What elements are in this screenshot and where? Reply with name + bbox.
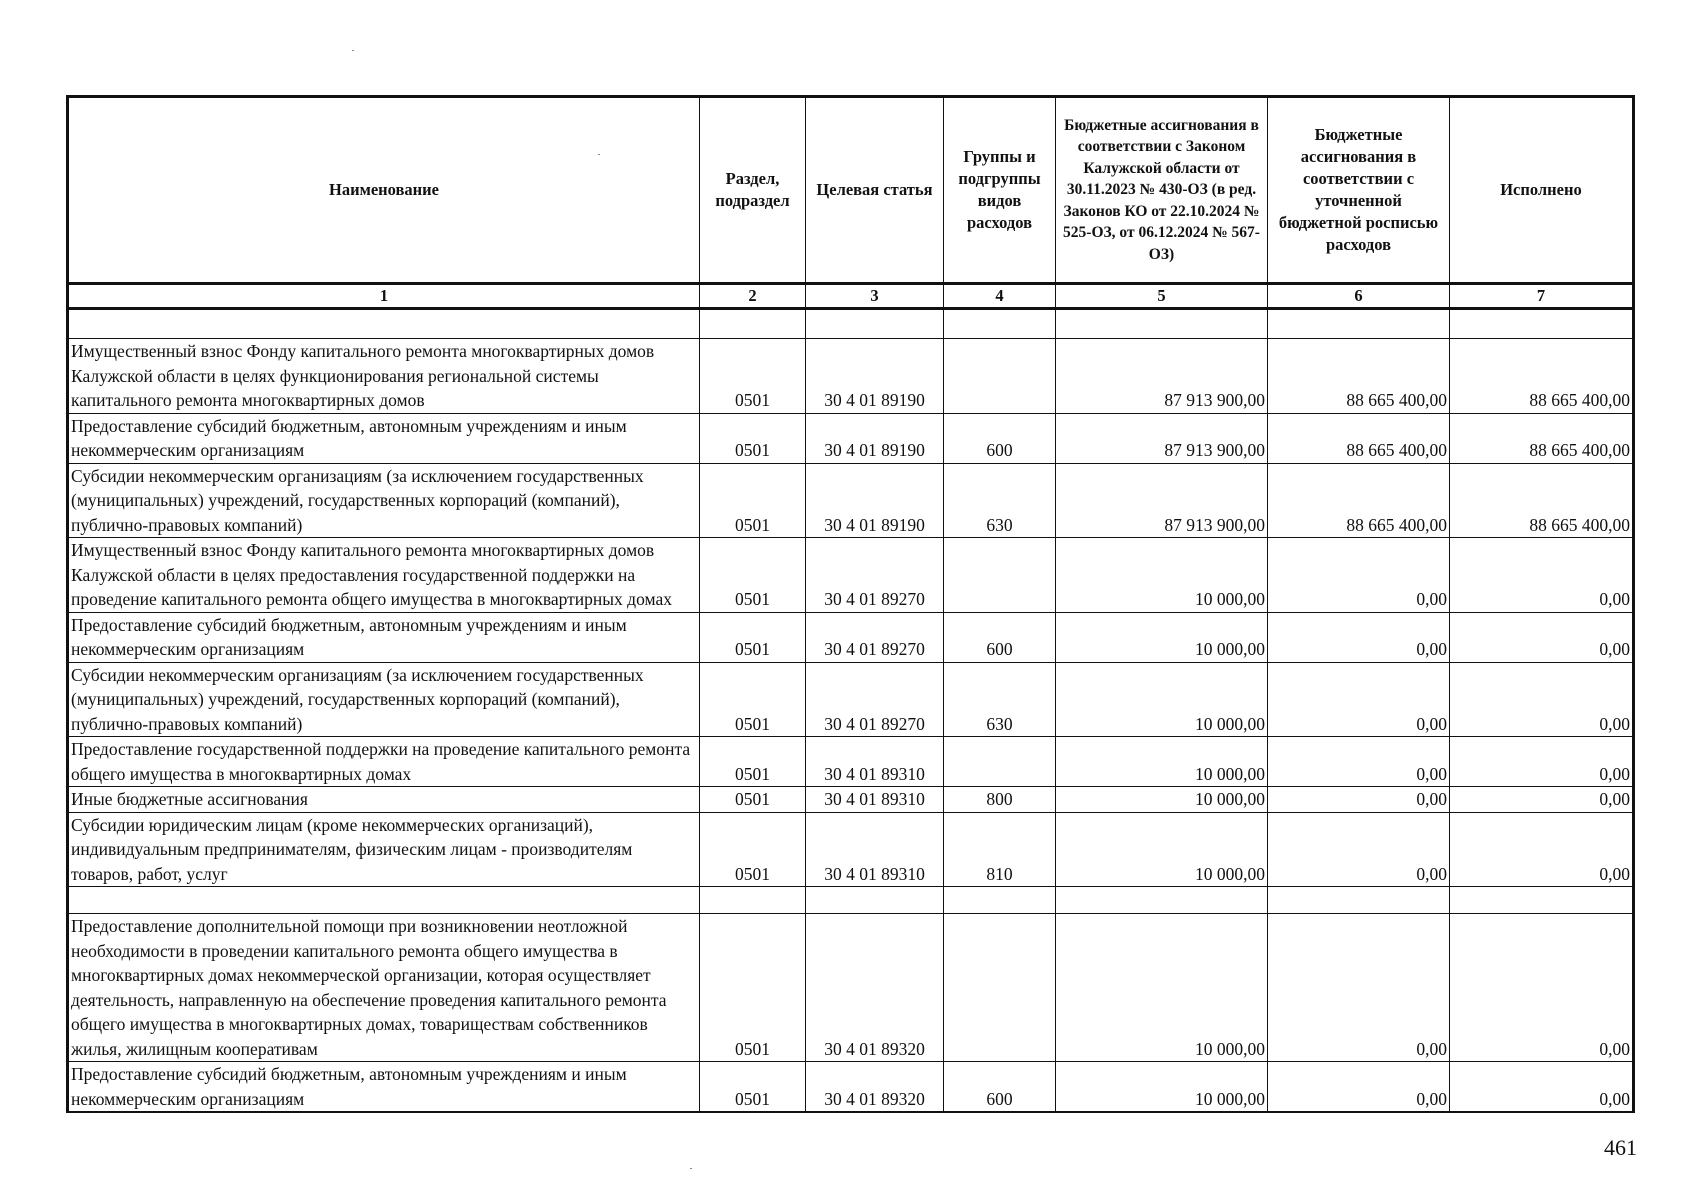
row-article: 30 4 01 89270 (806, 538, 944, 613)
row-executed-amount: 0,00 (1450, 787, 1634, 813)
row-group: 600 (944, 413, 1056, 463)
spacer-cell (944, 309, 1056, 339)
spacer-cell (1056, 887, 1268, 914)
row-article: 30 4 01 89190 (806, 413, 944, 463)
column-number: 2 (700, 284, 806, 309)
row-executed-amount: 88 665 400,00 (1450, 463, 1634, 538)
row-section: 0501 (700, 914, 806, 1062)
row-name: Предоставление субсидий бюджетным, автономным учреждениям и иным некоммерческим организациям (68, 1062, 700, 1113)
row-article: 30 4 01 89310 (806, 787, 944, 813)
row-law-amount: 87 913 900,00 (1056, 339, 1268, 414)
row-roster-amount: 0,00 (1268, 812, 1450, 887)
row-law-amount: 87 913 900,00 (1056, 413, 1268, 463)
row-group (944, 538, 1056, 613)
row-roster-amount: 88 665 400,00 (1268, 339, 1450, 414)
row-group: 810 (944, 812, 1056, 887)
row-law-amount: 10 000,00 (1056, 812, 1268, 887)
row-law-amount: 10 000,00 (1056, 737, 1268, 787)
column-number: 6 (1268, 284, 1450, 309)
row-section: 0501 (700, 339, 806, 414)
row-article: 30 4 01 89270 (806, 612, 944, 662)
column-number: 4 (944, 284, 1056, 309)
spacer-row (68, 309, 1634, 339)
row-name: Предоставление дополнительной помощи при возникновении неотложной необходимости в проведении капитального ремонта общего имущества в многоквартирных домах некоммерческой организации, которая осуществляет деятельность, направленную на обеспечение проведения капитального ремонта общего имущества в многоквартирных домах, товариществам собственников жилья, жилищным кооперативам (68, 914, 700, 1062)
table-row (68, 339, 1634, 414)
row-law-amount: 10 000,00 (1056, 914, 1268, 1062)
row-article: 30 4 01 89270 (806, 662, 944, 737)
row-roster-amount: 0,00 (1268, 914, 1450, 1062)
scan-speck (690, 1168, 692, 1169)
spacer-cell (700, 309, 806, 339)
row-section: 0501 (700, 463, 806, 538)
row-group (944, 339, 1056, 414)
scan-speck (352, 50, 354, 51)
row-article: 30 4 01 89190 (806, 463, 944, 538)
row-section: 0501 (700, 662, 806, 737)
header-article: Целевая статья (806, 97, 944, 284)
spacer-cell (1450, 887, 1634, 914)
row-name: Предоставление субсидий бюджетным, автономным учреждениям и иным некоммерческим организациям (68, 612, 700, 662)
row-roster-amount: 0,00 (1268, 737, 1450, 787)
page-number: 461 (1604, 1135, 1637, 1160)
table-row (68, 787, 1634, 813)
table-row (68, 812, 1634, 887)
budget-table (66, 95, 1635, 1113)
row-name: Предоставление субсидий бюджетным, автономным учреждениям и иным некоммерческим организациям (68, 413, 700, 463)
header-name: Наименование (68, 97, 700, 284)
table-row (68, 538, 1634, 613)
row-roster-amount: 0,00 (1268, 787, 1450, 813)
row-article: 30 4 01 89320 (806, 914, 944, 1062)
row-section: 0501 (700, 737, 806, 787)
spacer-cell (806, 887, 944, 914)
column-number: 1 (68, 284, 700, 309)
row-article: 30 4 01 89320 (806, 1062, 944, 1113)
table-row (68, 662, 1634, 737)
row-article: 30 4 01 89190 (806, 339, 944, 414)
table-row (68, 413, 1634, 463)
row-executed-amount: 88 665 400,00 (1450, 339, 1634, 414)
table-row (68, 914, 1634, 1062)
row-law-amount: 10 000,00 (1056, 538, 1268, 613)
row-law-amount: 87 913 900,00 (1056, 463, 1268, 538)
row-roster-amount: 0,00 (1268, 662, 1450, 737)
column-number: 7 (1450, 284, 1634, 309)
column-number-row (68, 284, 1634, 309)
row-law-amount: 10 000,00 (1056, 787, 1268, 813)
header-roster: Бюджетные ассигнования в соответствии с уточненной бюджетной росписью расходов (1268, 97, 1450, 284)
spacer-row (68, 887, 1634, 914)
row-roster-amount: 88 665 400,00 (1268, 413, 1450, 463)
row-name: Имущественный взнос Фонду капитального ремонта многоквартирных домов Калужской области в целях предоставления государственной поддержки на проведение капитального ремонта общего имущества в многоквартирных домах (68, 538, 700, 613)
header-section: Раздел, подраздел (700, 97, 806, 284)
row-section: 0501 (700, 1062, 806, 1113)
row-executed-amount: 88 665 400,00 (1450, 413, 1634, 463)
table-row (68, 737, 1634, 787)
row-roster-amount: 0,00 (1268, 612, 1450, 662)
row-executed-amount: 0,00 (1450, 737, 1634, 787)
spacer-cell (1268, 887, 1450, 914)
spacer-cell (944, 887, 1056, 914)
row-group: 600 (944, 1062, 1056, 1113)
row-executed-amount: 0,00 (1450, 812, 1634, 887)
row-executed-amount: 0,00 (1450, 914, 1634, 1062)
row-section: 0501 (700, 413, 806, 463)
row-group: 630 (944, 662, 1056, 737)
row-group: 800 (944, 787, 1056, 813)
table-row (68, 463, 1634, 538)
row-roster-amount: 88 665 400,00 (1268, 463, 1450, 538)
row-name: Иные бюджетные ассигнования (68, 787, 700, 813)
spacer-cell (700, 887, 806, 914)
spacer-cell (68, 309, 700, 339)
header-row (68, 97, 1634, 284)
row-section: 0501 (700, 538, 806, 613)
row-name: Имущественный взнос Фонду капитального ремонта многоквартирных домов Калужской области в целях функционирования региональной системы капитального ремонта многоквартирных домов (68, 339, 700, 414)
table-row (68, 1062, 1634, 1113)
row-name: Предоставление государственной поддержки на проведение капитального ремонта общего имущества в многоквартирных домах (68, 737, 700, 787)
row-group: 600 (944, 612, 1056, 662)
spacer-cell (806, 309, 944, 339)
row-executed-amount: 0,00 (1450, 662, 1634, 737)
row-law-amount: 10 000,00 (1056, 612, 1268, 662)
row-article: 30 4 01 89310 (806, 812, 944, 887)
spacer-cell (1056, 309, 1268, 339)
row-group (944, 914, 1056, 1062)
header-group: Группы и подгруппы видов расходов (944, 97, 1056, 284)
table-body (68, 309, 1634, 1113)
spacer-cell (1268, 309, 1450, 339)
column-number: 3 (806, 284, 944, 309)
spacer-cell (68, 887, 700, 914)
column-number: 5 (1056, 284, 1268, 309)
row-name: Субсидии некоммерческим организациям (за исключением государственных (муниципальных) учреждений, государственных корпораций (компаний), публично-правовых компаний) (68, 463, 700, 538)
row-section: 0501 (700, 612, 806, 662)
row-law-amount: 10 000,00 (1056, 662, 1268, 737)
header-law: Бюджетные ассигнования в соответствии с Законом Калужской области от 30.11.2023 № 430-ОЗ (в ред. Законов КО от 22.10.2024 № 525-ОЗ, от 06.12.2024 № 567-ОЗ) (1056, 97, 1268, 284)
row-roster-amount: 0,00 (1268, 1062, 1450, 1113)
row-name: Субсидии юридическим лицам (кроме некоммерческих организаций), индивидуальным предпринимателям, физическим лицам - производителям товаров, работ, услуг (68, 812, 700, 887)
row-group (944, 737, 1056, 787)
header-executed: Исполнено (1450, 97, 1634, 284)
row-roster-amount: 0,00 (1268, 538, 1450, 613)
row-law-amount: 10 000,00 (1056, 1062, 1268, 1113)
row-executed-amount: 0,00 (1450, 612, 1634, 662)
spacer-cell (1450, 309, 1634, 339)
row-section: 0501 (700, 787, 806, 813)
row-article: 30 4 01 89310 (806, 737, 944, 787)
row-executed-amount: 0,00 (1450, 1062, 1634, 1113)
row-executed-amount: 0,00 (1450, 538, 1634, 613)
row-section: 0501 (700, 812, 806, 887)
row-name: Субсидии некоммерческим организациям (за исключением государственных (муниципальных) учреждений, государственных корпораций (компаний), публично-правовых компаний) (68, 662, 700, 737)
row-group: 630 (944, 463, 1056, 538)
table-row (68, 612, 1634, 662)
